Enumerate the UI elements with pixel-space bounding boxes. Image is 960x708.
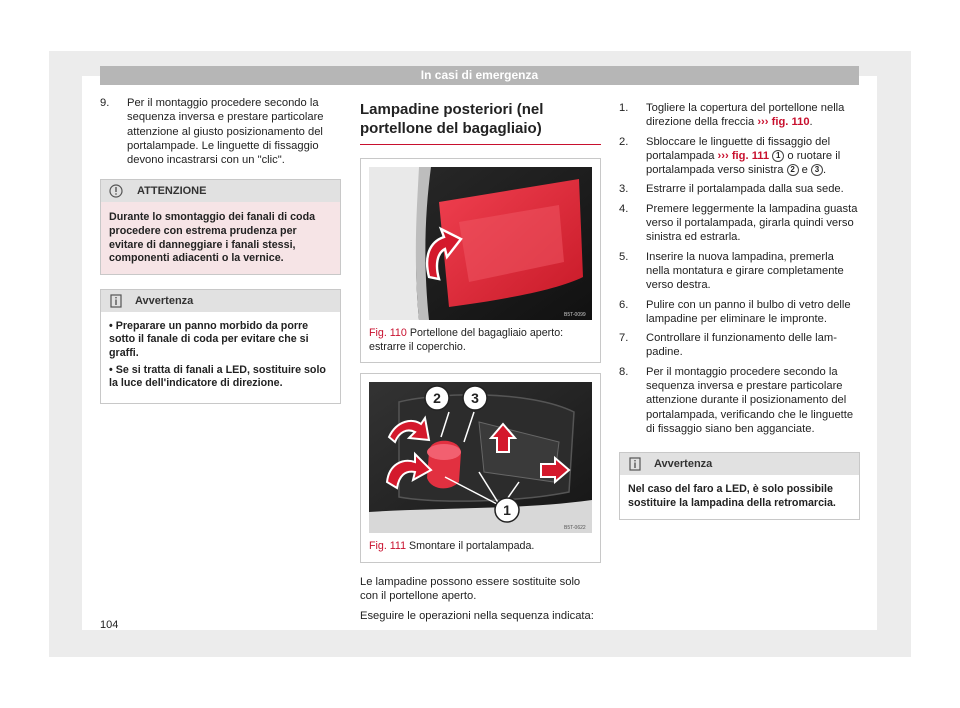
list-item <box>619 101 860 130</box>
step-text: Estrarre il portalampada dalla sua sede. <box>646 183 844 196</box>
step-number: 3. <box>619 183 629 196</box>
warning-title: ATTENZIONE <box>137 185 207 198</box>
figure-110-illustration <box>369 167 592 320</box>
list-item <box>619 331 860 360</box>
note-body <box>101 312 340 403</box>
step-number: 8. <box>619 365 629 378</box>
step-text: Sbloccare le linguette di fissaggio del portalampada <box>646 135 831 162</box>
figure-111-caption <box>369 533 592 554</box>
chapter-header: In casi di emergenza <box>100 66 859 85</box>
step-text: o ruotare il portalampada verso sinistra <box>646 149 841 177</box>
figure-111-label: Fig. 111 <box>369 540 407 553</box>
list-item <box>619 298 860 327</box>
figure-111-code: B5T-0622 <box>564 525 586 532</box>
paragraph: Eseguire le operazioni nella sequenza indicata: <box>360 610 594 623</box>
list-item <box>619 135 860 178</box>
step-text: Togliere la copertura del portellone nella direzione della freccia <box>646 102 845 129</box>
note-header <box>101 290 340 312</box>
note-bullet-text: Se si tratta di fanali a LED, sostituire solo la luce dell'indicatore di direzione. <box>109 363 326 390</box>
column-middle <box>360 100 601 624</box>
paragraph: Le lampadine possono essere sostituite solo con il portellone aperto. <box>360 575 581 603</box>
info-icon <box>109 294 123 308</box>
warning-icon <box>109 184 123 198</box>
step-number: 9. <box>100 97 110 109</box>
figure-110 <box>360 158 601 363</box>
step-number: 7. <box>619 332 629 345</box>
step-number: 1. <box>619 102 629 114</box>
list-item <box>619 365 860 436</box>
figure-110-caption <box>369 320 592 354</box>
warning-text: Durante lo smontaggio dei fanali di coda procedere con estrema prudenza per evitare di danneggiare i fanali stessi, componenti adiacenti o la vernice. <box>101 202 340 273</box>
page-number: 104 <box>100 619 119 631</box>
step-text: Inserire la nuova lampadina, premerla nella montatura e girare completamente verso destra. <box>646 250 844 292</box>
column-right <box>619 101 860 520</box>
step-list-continued <box>100 96 341 167</box>
callout-ref: 1 <box>772 150 784 162</box>
note-bullet-text: Preparare un panno morbido da porre sotto il fanale di coda per evitare che si graffi. <box>109 319 309 360</box>
warning-header <box>101 180 340 202</box>
list-item <box>619 182 860 196</box>
step-number: 6. <box>619 298 629 311</box>
warning-box <box>100 179 341 274</box>
note-title: Avvertenza <box>654 458 713 471</box>
step-text: Per il montaggio procedere secondo la sequenza inversa e prestare particolare attenzione durante il posizionamento del portalampada, verificando che le linguette di fissaggio siano ben agganciate. <box>646 365 854 435</box>
note-bullet: • Se si tratta di fanali a LED, sostituire solo la luce dell'indicatore di direzione. <box>109 363 326 390</box>
step-text: Controllare il funzionamento delle lampadine. <box>646 332 837 359</box>
column-left <box>100 96 341 404</box>
figure-110-code: B5T-0099 <box>564 312 586 318</box>
step-number: 2. <box>619 135 629 148</box>
callout-ref: 2 <box>787 164 799 176</box>
callout-2: 2 <box>433 390 441 407</box>
figure-111-caption-text: Smontare il portalampada. <box>409 540 535 553</box>
step-punct: . <box>809 116 813 129</box>
step-number: 5. <box>619 250 629 263</box>
list-item <box>100 96 341 167</box>
step-punct: . <box>823 164 827 177</box>
list-item <box>619 250 860 293</box>
callout-ref: 3 <box>811 164 823 176</box>
note-box <box>100 289 341 404</box>
step-text: e <box>801 164 808 177</box>
note-bullet: • Preparare un panno morbido da porre sotto il fanale di coda per evitare che si graffi. <box>109 319 309 360</box>
list-item <box>619 202 860 245</box>
step-text: Pulire con un panno il bulbo di vetro delle lampadine per eliminare le impronte. <box>646 298 851 325</box>
figure-110-caption-text: Portellone del bagagliaio aperto: estrarre il coperchio. <box>369 327 564 353</box>
callout-1: 1 <box>503 502 511 519</box>
section-title: Lampadine posteriori (nel portellone del bagagliaio) <box>360 100 601 145</box>
figure-110-label: Fig. 110 <box>369 327 407 339</box>
note-text: Nel caso del faro a LED, è solo possibile sostituire la lampadina della retromarcia. <box>620 475 859 519</box>
note-title: Avvertenza <box>135 294 194 307</box>
callout-3: 3 <box>471 390 479 407</box>
figure-link[interactable]: ››› fig. 111 <box>717 149 770 162</box>
figure-111-illustration <box>369 382 592 533</box>
note-box-led <box>619 452 860 520</box>
step-text: Premere leggermente la lampadina guasta verso il portalampada, girarla quindi verso sinistra ed estrarla. <box>646 202 858 244</box>
figure-111 <box>360 373 601 563</box>
step-text: Per il montaggio procedere secondo la sequenza inversa e prestare particolare attenzione al giusto posizionamento del portalampade. Le linguette di fissaggio devono incastrarsi con un "clic". <box>127 97 324 167</box>
note-header <box>620 453 859 475</box>
info-icon <box>628 457 642 471</box>
figure-link[interactable]: ››› fig. 110 <box>757 116 810 129</box>
step-list <box>619 101 860 436</box>
step-number: 4. <box>619 202 629 215</box>
